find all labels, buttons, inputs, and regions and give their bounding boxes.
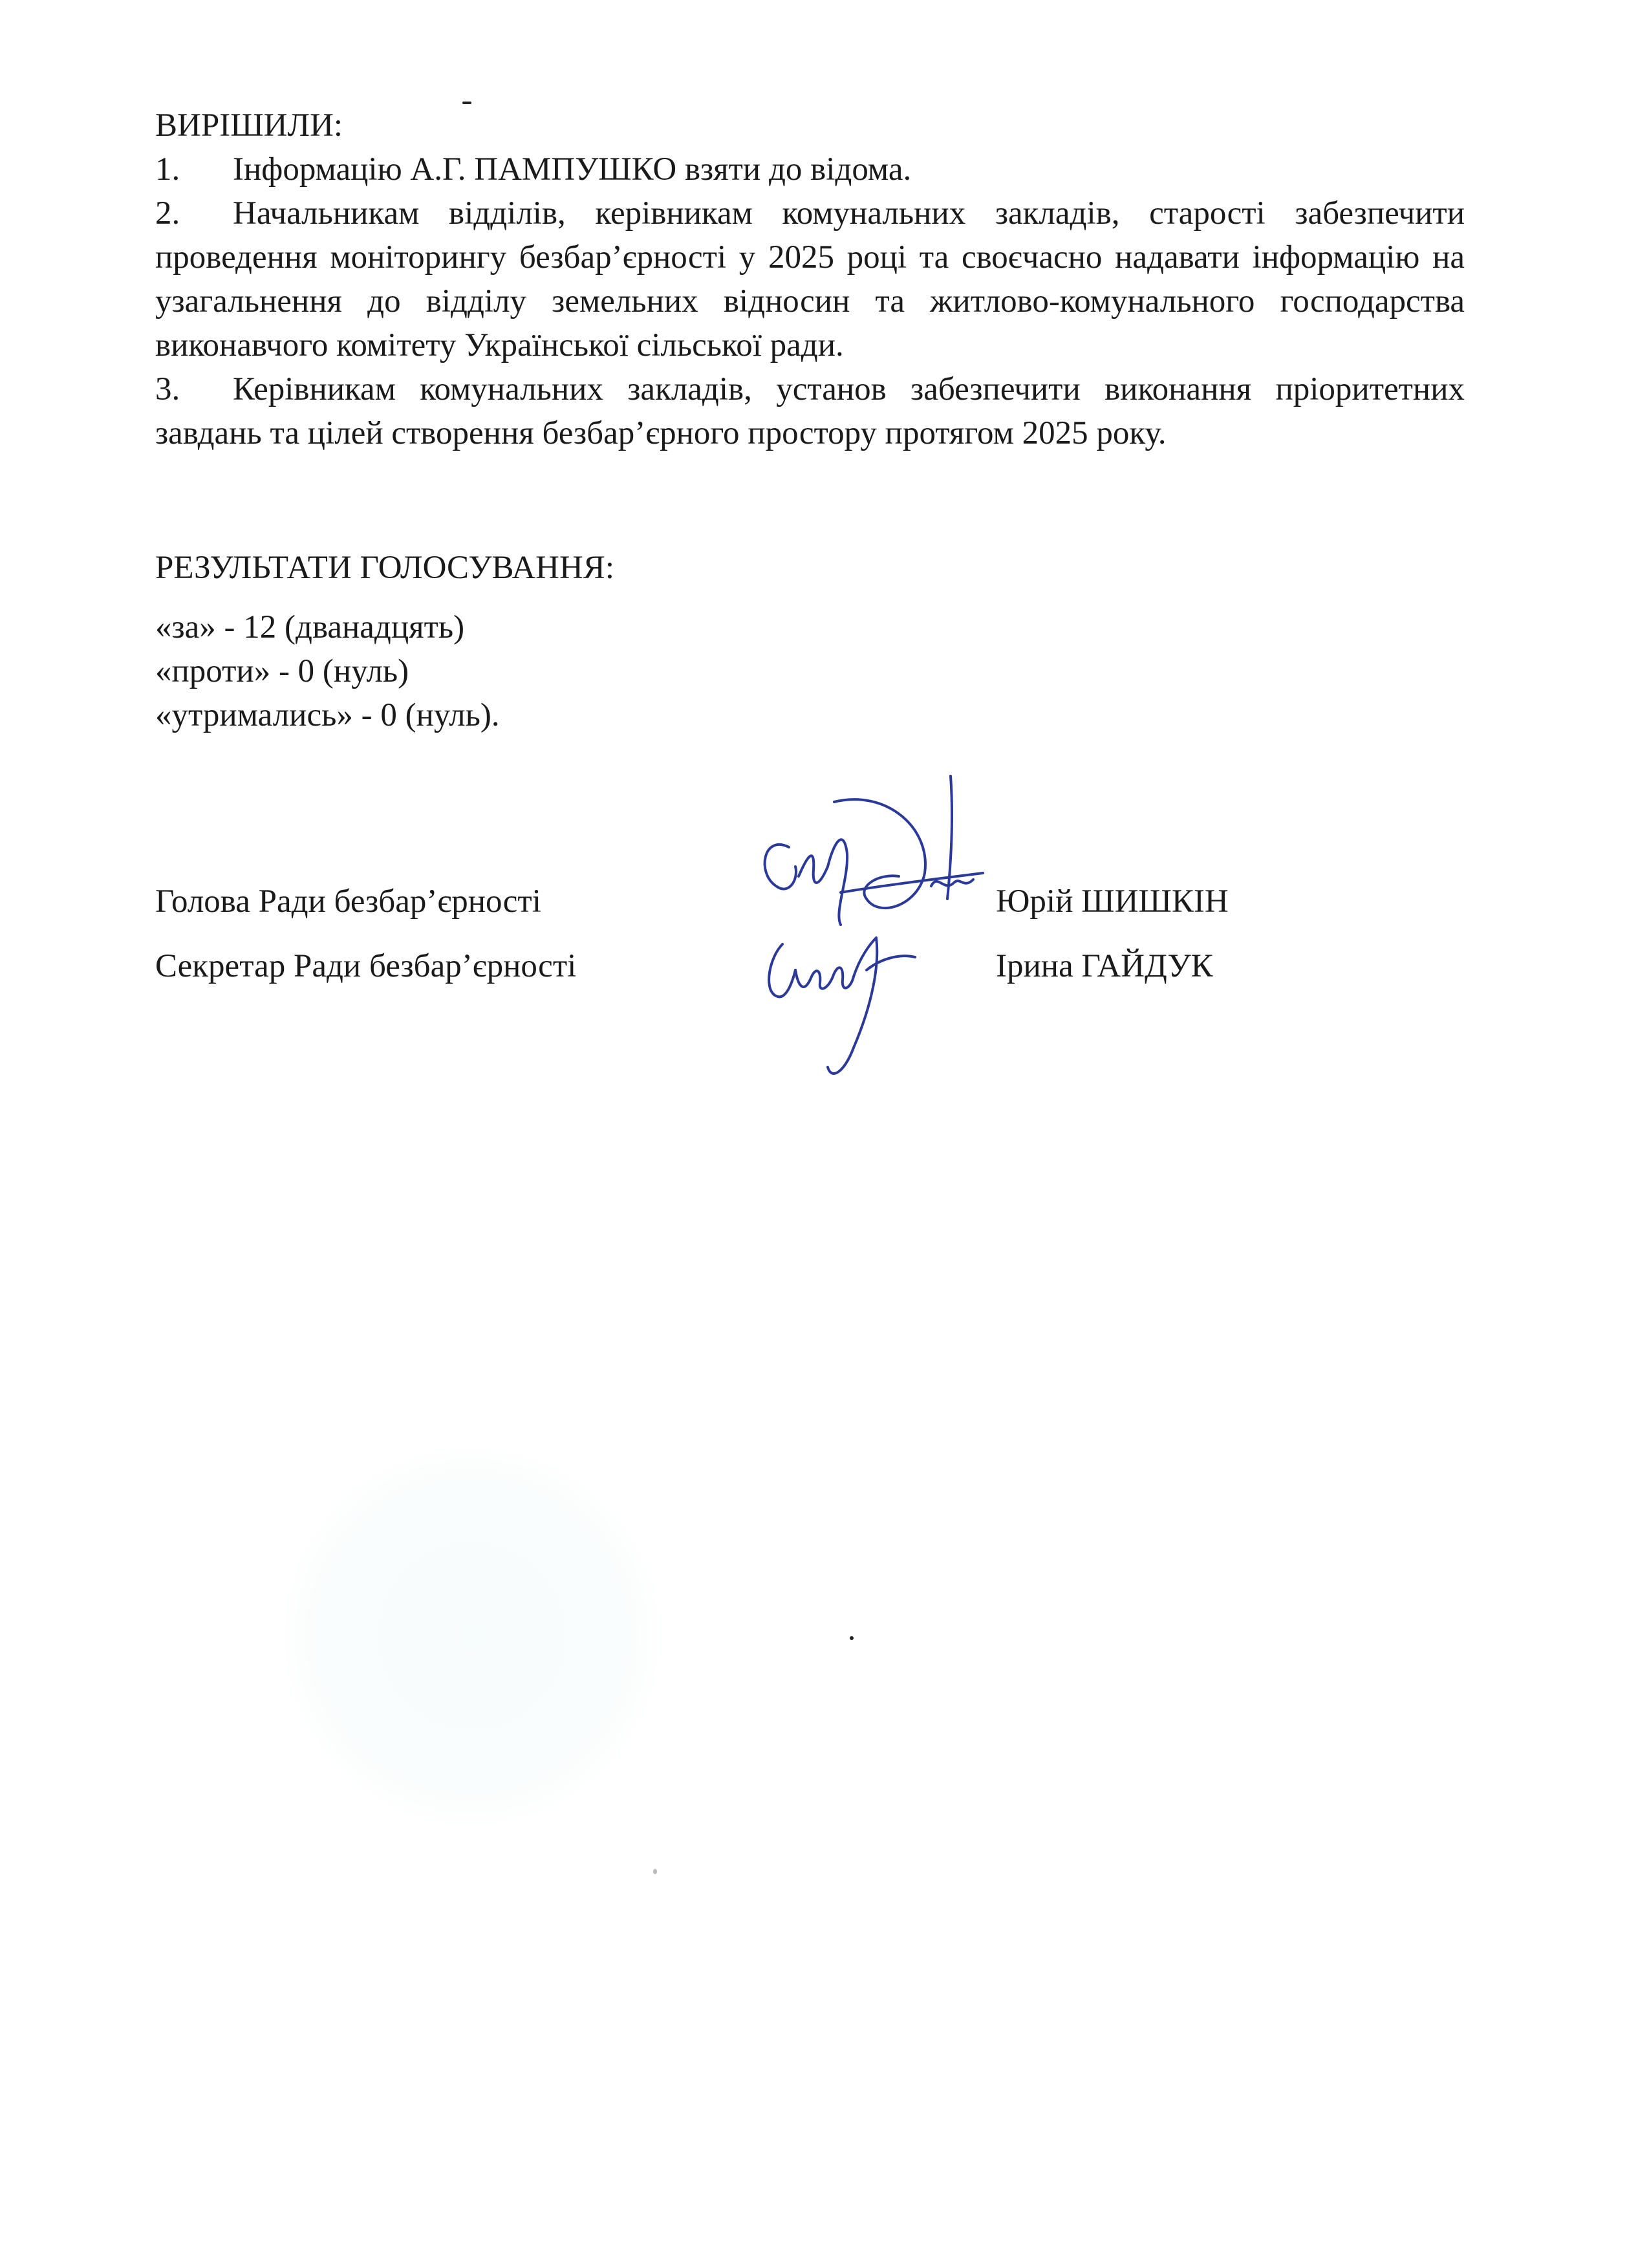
vote-for: «за» - 12 (дванадцять) — [155, 609, 465, 645]
document-body — [155, 103, 1465, 737]
decision-text: Інформацію А.Г. ПАМПУШКО взяти до відома. — [233, 151, 912, 188]
decisions-list — [155, 147, 1465, 455]
decision-text: Керівникам комунальних закладів, установ забезпечити виконання пріоритетних завдань та цілей створення безбар’єрного простору протягом 2025 року. — [155, 371, 1465, 451]
scan-speck — [653, 1869, 657, 1874]
vote-abstained: «утримались» - 0 (нуль). — [155, 697, 500, 733]
decision-number: 2. — [155, 195, 180, 232]
secretary-name: Ірина ГАЙДУК — [996, 948, 1213, 984]
voting-results-heading: РЕЗУЛЬТАТИ ГОЛОСУВАННЯ: — [155, 550, 614, 586]
decision-item-1 — [155, 147, 1465, 191]
secretary-signature — [757, 918, 925, 1099]
decision-number: 1. — [155, 151, 180, 188]
faded-stamp — [278, 1442, 666, 1830]
decision-number: 3. — [155, 371, 180, 407]
chair-name: Юрій ШИШКІН — [996, 883, 1229, 920]
decision-text: Начальникам відділів, керівникам комунальних закладів, старості забезпечити проведення моніторингу безбар’єрності у 2025 році та своєчасно надавати інформацію на узагальнення до відділу земельних відносин та житлово-комунального господарства виконавчого комітету Української сільської ради. — [155, 195, 1465, 363]
vote-against: «проти» - 0 (нуль) — [155, 653, 409, 689]
decisions-heading: ВИРІШИЛИ: — [155, 107, 343, 144]
decision-item-2 — [155, 191, 1465, 367]
scan-speck — [462, 102, 471, 104]
scan-speck — [850, 1636, 854, 1640]
decision-item-3 — [155, 367, 1465, 455]
secretary-role: Секретар Ради безбар’єрності — [155, 948, 577, 984]
chair-role: Голова Ради безбар’єрності — [155, 883, 541, 920]
